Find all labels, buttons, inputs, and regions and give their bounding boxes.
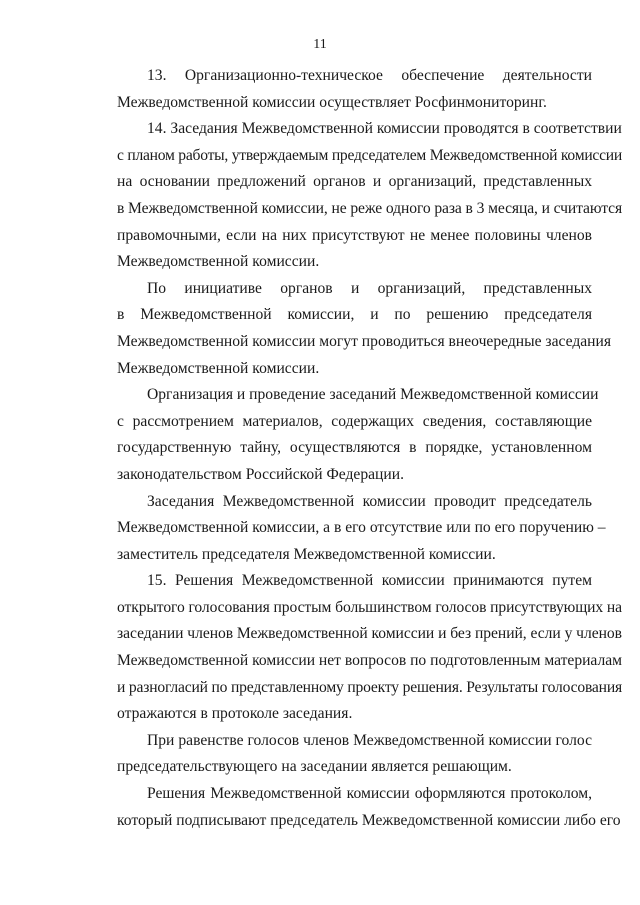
text-line: По инициативе органов и организаций, представленных — [147, 279, 592, 297]
text-line: заседании членов Межведомственной комиссии и без прений, если у членов — [117, 625, 622, 643]
page-number: 11 — [313, 37, 327, 52]
text-line: 14. Заседания Межведомственной комиссии проводятся в соответствии — [147, 120, 622, 138]
text-line: с планом работы, утверждаемым председателем Межведомственной комиссии — [117, 146, 622, 164]
text-line: который подписывают председатель Межведомственной комиссии либо его — [117, 811, 621, 829]
text-line: 15. Решения Межведомственной комиссии принимаются путем — [147, 572, 592, 590]
paragraph-13 — [87, 63, 592, 116]
text-line: Межведомственной комиссии, а в его отсутствие или по его поручению – — [117, 519, 606, 537]
text-line: председательствующего на заседании является решающим. — [117, 758, 512, 776]
text-line: государственную тайну, осуществляются в порядке, установленном — [117, 439, 592, 457]
text-line: При равенстве голосов членов Межведомственной комиссии голос — [147, 731, 592, 749]
text-line: в Межведомственной комиссии, не реже одного раза в 3 месяца, и считаются — [117, 199, 623, 217]
text-line: с рассмотрением материалов, содержащих сведения, составляющие — [117, 412, 592, 430]
text-line: заместитель председателя Межведомственной комиссии. — [117, 545, 496, 563]
paragraph-tie-vote — [87, 728, 592, 781]
text-line: Организация и проведение заседаний Межведомственной комиссии — [147, 386, 599, 404]
paragraph-14 — [87, 116, 623, 276]
document-body — [87, 63, 623, 834]
text-line: и разногласий по представленному проекту решения. Результаты голосования — [117, 678, 622, 696]
text-line: открытого голосования простым большинством голосов присутствующих на — [117, 598, 622, 616]
text-line: Заседания Межведомственной комиссии проводит председатель — [147, 492, 592, 510]
text-line: 13. Организационно-техническое обеспечение деятельности — [147, 67, 592, 84]
text-line: правомочными, если на них присутствуют не менее половины членов — [117, 226, 592, 244]
paragraph-chairing — [87, 489, 606, 569]
text-line: на основании предложений органов и организаций, представленных — [117, 173, 592, 191]
text-line: законодательством Российской Федерации. — [117, 465, 404, 483]
paragraph-initiative — [87, 276, 612, 382]
text-line: Межведомственной комиссии могут проводиться внеочередные заседания — [117, 332, 612, 350]
text-line: Межведомственной комиссии нет вопросов по подготовленным материалам — [117, 652, 623, 670]
paragraph-15 — [87, 568, 623, 728]
paragraph-secret-materials — [87, 382, 599, 488]
text-line: отражаются в протоколе заседания. — [117, 705, 353, 723]
paragraph-protocol — [87, 781, 621, 834]
text-line: Межведомственной комиссии. — [117, 359, 320, 377]
text-line: Решения Межведомственной комиссии оформляются протоколом, — [147, 785, 592, 803]
text-line: Межведомственной комиссии. — [117, 253, 320, 271]
text-line: Межведомственной комиссии осуществляет Росфинмониторинг. — [117, 93, 547, 111]
text-line: в Межведомственной комиссии, и по решению председателя — [117, 306, 592, 324]
